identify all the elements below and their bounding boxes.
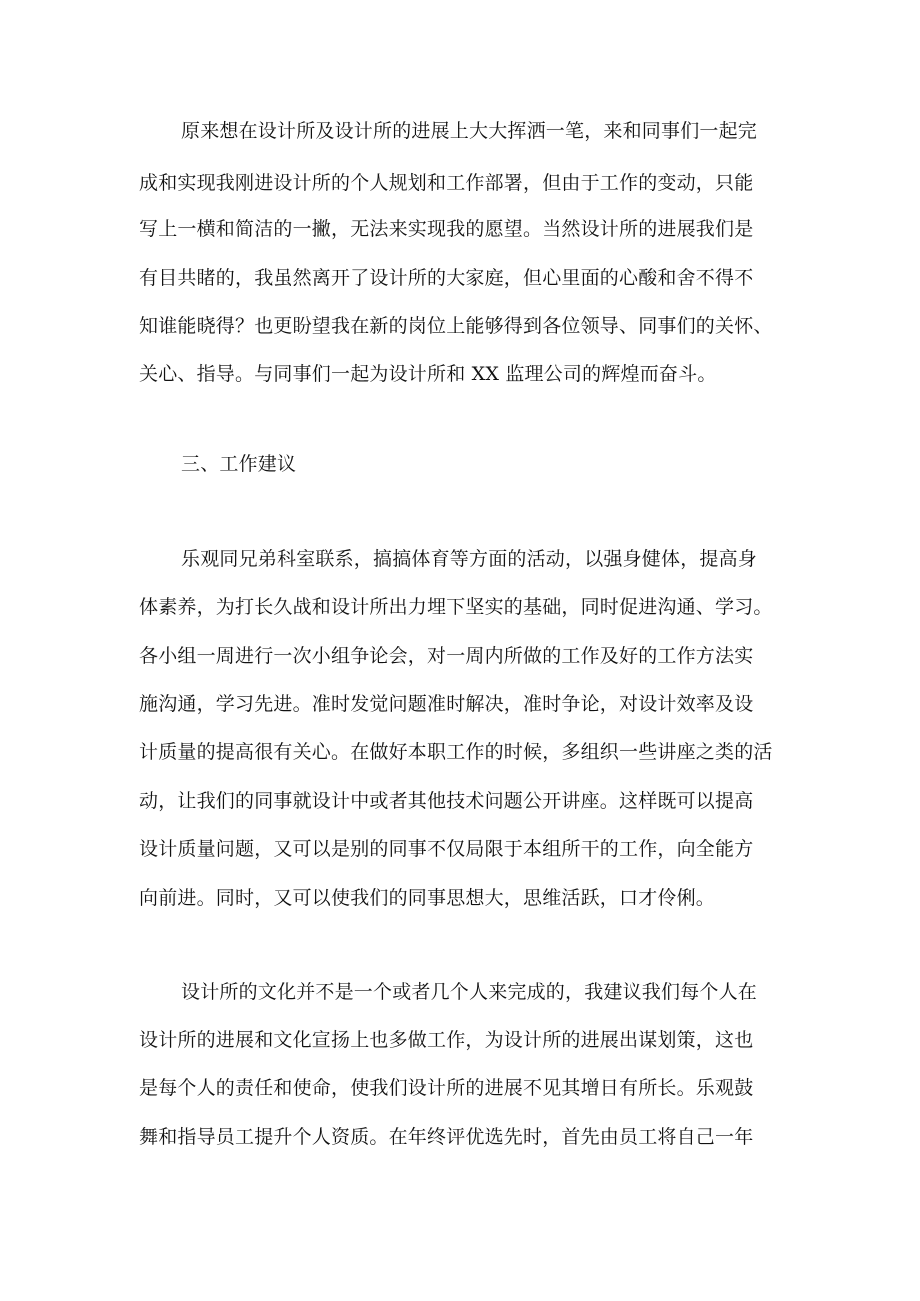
text-line: 成和实现我刚进设计所的个人规划和工作部署，但由于工作的变动，只能	[139, 172, 754, 194]
text-line: 动，让我们的同事就设计中或者其他技术问题公开讲座。这样既可以提高	[139, 790, 754, 812]
text-line: 有目共睹的，我虽然离开了设计所的大家庭，但心里面的心酸和舍不得不	[139, 267, 754, 289]
text-line: 原来想在设计所及设计所的进展上大大挥洒一笔，来和同事们一起完	[181, 120, 758, 142]
text-line: 舞和指导员工提升个人资质。在年终评优选先时，首先由员工将自己一年	[139, 1126, 754, 1148]
text-line: 设计所的进展和文化宣扬上也多做工作，为设计所的进展出谋划策，这也	[139, 1029, 754, 1051]
text-line: 体素养，为打长久战和设计所出力埋下坚实的基础，同时促进沟通、学习。	[139, 596, 773, 618]
text-line: 各小组一周进行一次小组争论会，对一周内所做的工作及好的工作方法实	[139, 645, 754, 667]
text-line: 写上一横和简洁的一撇，无法来实现我的愿望。当然设计所的进展我们是	[139, 218, 754, 240]
text-line: 知谁能晓得？也更盼望我在新的岗位上能够得到各位领导、同事们的关怀、	[139, 315, 773, 337]
text-line: 向前进。同时，又可以使我们的同事思想大，思维活跃，口才伶俐。	[139, 887, 716, 909]
text-line: 设计所的文化并不是一个或者几个人来完成的，我建议我们每个人在	[181, 981, 758, 1003]
text-line: 乐观同兄弟科室联系，搞搞体育等方面的活动，以强身健体，提高身	[181, 548, 758, 570]
text-line: 设计质量问题，又可以是别的同事不仅局限于本组所干的工作，向全能方	[139, 838, 754, 860]
text-line: 计质量的提高很有关心。在做好本职工作的时候，多组织一些讲座之类的活	[139, 741, 773, 763]
text-line: 是每个人的责任和使命，使我们设计所的进展不见其增日有所长。乐观鼓	[139, 1077, 754, 1099]
text-line: 关心、指导。与同事们一起为设计所和 XX 监理公司的辉煌而奋斗。	[139, 363, 717, 385]
heading-text: 三、工作建议	[181, 453, 297, 475]
text-line: 施沟通，学习先进。准时发觉问题准时解决，准时争论，对设计效率及设	[139, 693, 754, 715]
